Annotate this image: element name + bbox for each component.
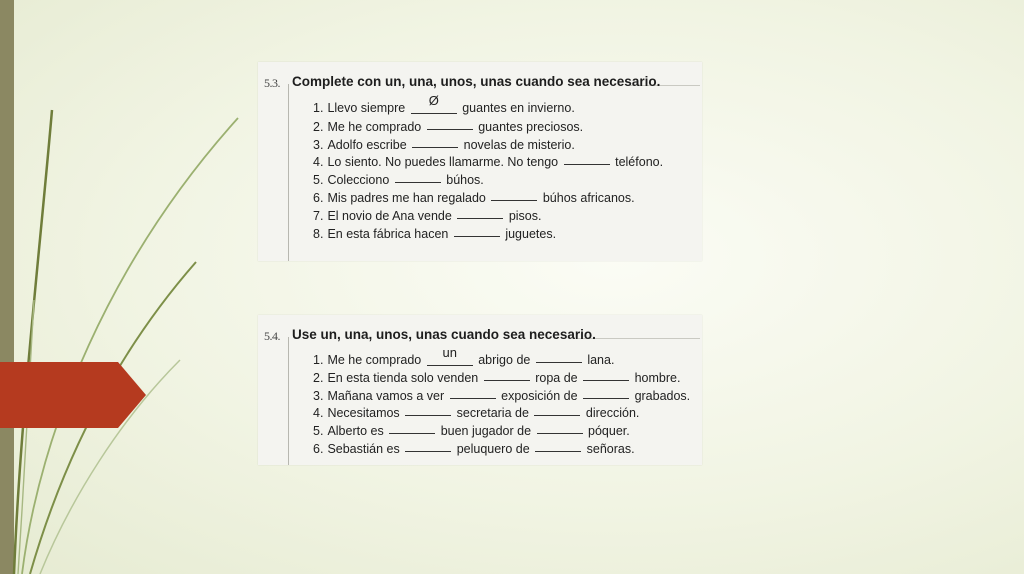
item-text: póquer. [588, 424, 630, 439]
item-number: 4. [313, 406, 324, 421]
list-item [313, 345, 690, 369]
item-text: Sebastián es [327, 441, 400, 456]
answer-blank[interactable] [405, 439, 451, 452]
item-text: dirección. [585, 406, 640, 421]
item-text: Mañana vamos a ver [327, 388, 445, 403]
exercise-5-4-panel [258, 315, 702, 465]
exercise-5-3-panel [258, 62, 702, 261]
item-number: 5. [313, 424, 324, 439]
item-text: secretaria de [456, 406, 529, 421]
item-text: novelas de misterio. [463, 137, 575, 152]
list-item [313, 422, 690, 440]
list-item [313, 136, 663, 154]
answer-blank[interactable] [491, 188, 537, 201]
item-text: señoras. [586, 441, 635, 456]
exercise-number: 5.4. [264, 329, 280, 343]
list-item [313, 440, 690, 458]
list-item [313, 93, 663, 118]
item-number: 2. [313, 119, 324, 134]
list-item [313, 118, 663, 136]
red-arrow-tab [0, 362, 146, 428]
item-text: teléfono. [615, 155, 664, 170]
item-number: 6. [313, 441, 324, 456]
item-text: Necesitamos [327, 406, 400, 421]
answer-blank[interactable] [534, 403, 580, 416]
item-text: Mis padres me han regalado [327, 190, 486, 205]
exercise-items [313, 345, 691, 458]
item-text: Alberto es [327, 424, 384, 439]
item-text: Llevo siempre [327, 101, 406, 115]
item-text: Me he comprado [327, 353, 422, 367]
item-number: 2. [313, 370, 324, 385]
item-number: 7. [313, 208, 324, 223]
exercise-heading [292, 327, 596, 342]
answer-blank[interactable] [412, 135, 458, 148]
item-number: 8. [313, 226, 324, 241]
item-number: 3. [313, 137, 324, 152]
item-text: grabados. [634, 388, 691, 403]
item-number: 5. [313, 173, 324, 188]
answer-blank[interactable] [454, 224, 500, 237]
answer-blank[interactable] [427, 345, 473, 366]
item-number: 1. [313, 353, 324, 367]
header-rule [578, 338, 700, 339]
item-text: peluquero de [456, 441, 530, 456]
item-text: búhos africanos. [542, 190, 635, 205]
item-number: 1. [313, 101, 324, 115]
item-text: En esta fábrica hacen [327, 226, 449, 241]
list-item [313, 189, 663, 207]
item-number: 6. [313, 190, 324, 205]
item-text: exposición de [501, 388, 578, 403]
item-text: guantes preciosos. [478, 119, 584, 134]
item-text: abrigo de [478, 353, 531, 367]
item-text: En esta tienda solo venden [327, 370, 479, 385]
answer-text: Ø [428, 93, 439, 108]
item-text: buen jugador de [440, 424, 532, 439]
list-item [313, 387, 690, 405]
margin-line [288, 84, 289, 261]
answer-blank[interactable] [389, 421, 435, 434]
answer-blank[interactable] [484, 368, 530, 381]
item-text: ropa de [535, 370, 578, 385]
answer-blank[interactable] [535, 439, 581, 452]
answer-blank[interactable] [450, 386, 496, 399]
answer-blank[interactable] [405, 403, 451, 416]
item-text: Lo siento. No puedes llamarme. No tengo [327, 155, 559, 170]
item-number: 4. [313, 155, 324, 170]
item-text: lana. [587, 353, 615, 367]
item-number: 3. [313, 388, 324, 403]
answer-blank[interactable] [564, 152, 610, 165]
exercise-heading [292, 74, 660, 89]
margin-line [288, 337, 289, 465]
list-item [313, 369, 690, 387]
item-text: hombre. [634, 370, 681, 385]
answer-blank[interactable] [427, 117, 473, 130]
exercise-heading-text: Complete con un, una, unos, unas cuando sea necesario. [292, 74, 661, 89]
list-item [313, 404, 690, 422]
item-text: El novio de Ana vende [327, 208, 452, 223]
exercise-items [313, 93, 664, 242]
answer-blank[interactable] [457, 206, 503, 219]
item-text: Me he comprado [327, 119, 422, 134]
decorative-leaves-graphic [0, 0, 260, 574]
list-item [313, 225, 663, 243]
answer-blank[interactable] [411, 93, 457, 114]
exercise-number: 5.3. [264, 76, 280, 90]
item-text: Colecciono [327, 173, 390, 188]
list-item [313, 171, 663, 189]
item-text: pisos. [508, 208, 542, 223]
answer-blank[interactable] [395, 170, 441, 183]
answer-blank[interactable] [537, 421, 583, 434]
answer-blank[interactable] [536, 350, 582, 363]
item-text: guantes en invierno. [462, 101, 575, 115]
exercise-heading-text: Use un, una, unos, unas cuando sea necesario. [292, 327, 596, 342]
answer-blank[interactable] [583, 386, 629, 399]
answer-text: un [442, 345, 457, 360]
list-item [313, 153, 663, 171]
item-text: Adolfo escribe [327, 137, 407, 152]
item-text: juguetes. [505, 226, 557, 241]
item-text: búhos. [446, 173, 484, 188]
list-item [313, 207, 663, 225]
answer-blank[interactable] [583, 368, 629, 381]
